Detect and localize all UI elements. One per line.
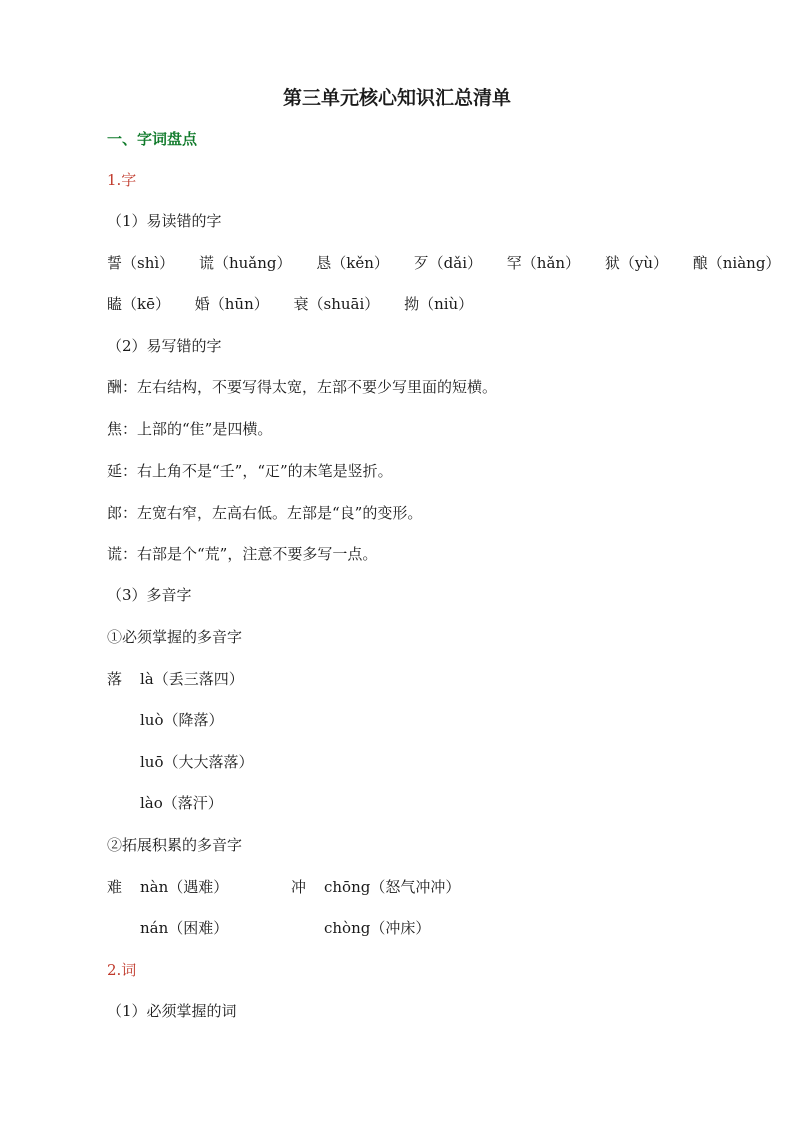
pinyin-chip: 酿（niàng）	[692, 254, 781, 272]
subsection-words: 2.词	[107, 961, 137, 979]
pinyin-chip: 瞌（kē）	[107, 295, 170, 313]
pinyin-chip: 婚（hūn）	[194, 295, 269, 313]
section-heading-words: 一、字词盘点	[107, 130, 198, 148]
polyphone-heading: （3）多音字	[107, 586, 192, 604]
polyphone-reading: nàn（遇难）	[140, 878, 229, 896]
easy-write-heading: （2）易写错的字	[107, 337, 222, 355]
polyphone-reading: lào（落汗）	[140, 794, 223, 812]
easy-write-item: 谎：右部是个“荒”，注意不要多写一点。	[107, 545, 378, 563]
pinyin-chip: 歹（dǎi）	[413, 254, 483, 272]
polyphone-char-nan: 难	[107, 878, 123, 896]
must-polyphone-heading: ①必须掌握的多音字	[107, 628, 243, 646]
polyphone-char-luo: 落	[107, 670, 123, 688]
easy-write-item: 焦：上部的“隹”是四横。	[107, 420, 273, 438]
pinyin-chip: 誓（shì）	[107, 254, 175, 272]
must-words-heading: （1）必须掌握的词	[107, 1002, 237, 1020]
subsection-characters: 1.字	[107, 171, 137, 189]
easy-read-heading: （1）易读错的字	[107, 212, 222, 230]
page-title: 第三单元核心知识汇总清单	[282, 87, 511, 109]
extend-polyphone-heading: ②拓展积累的多音字	[107, 836, 243, 854]
pinyin-chip: 谎（huǎng）	[198, 254, 292, 272]
easy-read-row-2	[107, 294, 473, 314]
pinyin-chip: 衰（shuāi）	[293, 295, 380, 313]
easy-read-row-1	[107, 253, 780, 273]
polyphone-reading: là（丢三落四）	[140, 670, 244, 688]
polyphone-char-chong: 冲	[291, 878, 307, 896]
pinyin-chip: 拗（niù）	[404, 295, 474, 313]
polyphone-reading: nán（困难）	[140, 919, 229, 937]
pinyin-chip: 狱（yù）	[604, 254, 668, 272]
pinyin-chip: 恳（kěn）	[316, 254, 389, 272]
easy-write-item: 郎：左宽右窄，左高右低。左部是“良”的变形。	[107, 504, 423, 522]
easy-write-item: 酬：左右结构，不要写得太宽，左部不要少写里面的短横。	[107, 378, 498, 396]
pinyin-chip: 罕（hǎn）	[506, 254, 581, 272]
polyphone-reading: luō（大大落落）	[140, 753, 254, 771]
polyphone-reading: chòng（冲床）	[324, 919, 431, 937]
polyphone-reading: luò（降落）	[140, 711, 224, 729]
polyphone-reading: chōng（怒气冲冲）	[324, 878, 461, 896]
easy-write-item: 延：右上角不是“壬”，“𤴓”的末笔是竖折。	[107, 462, 393, 480]
